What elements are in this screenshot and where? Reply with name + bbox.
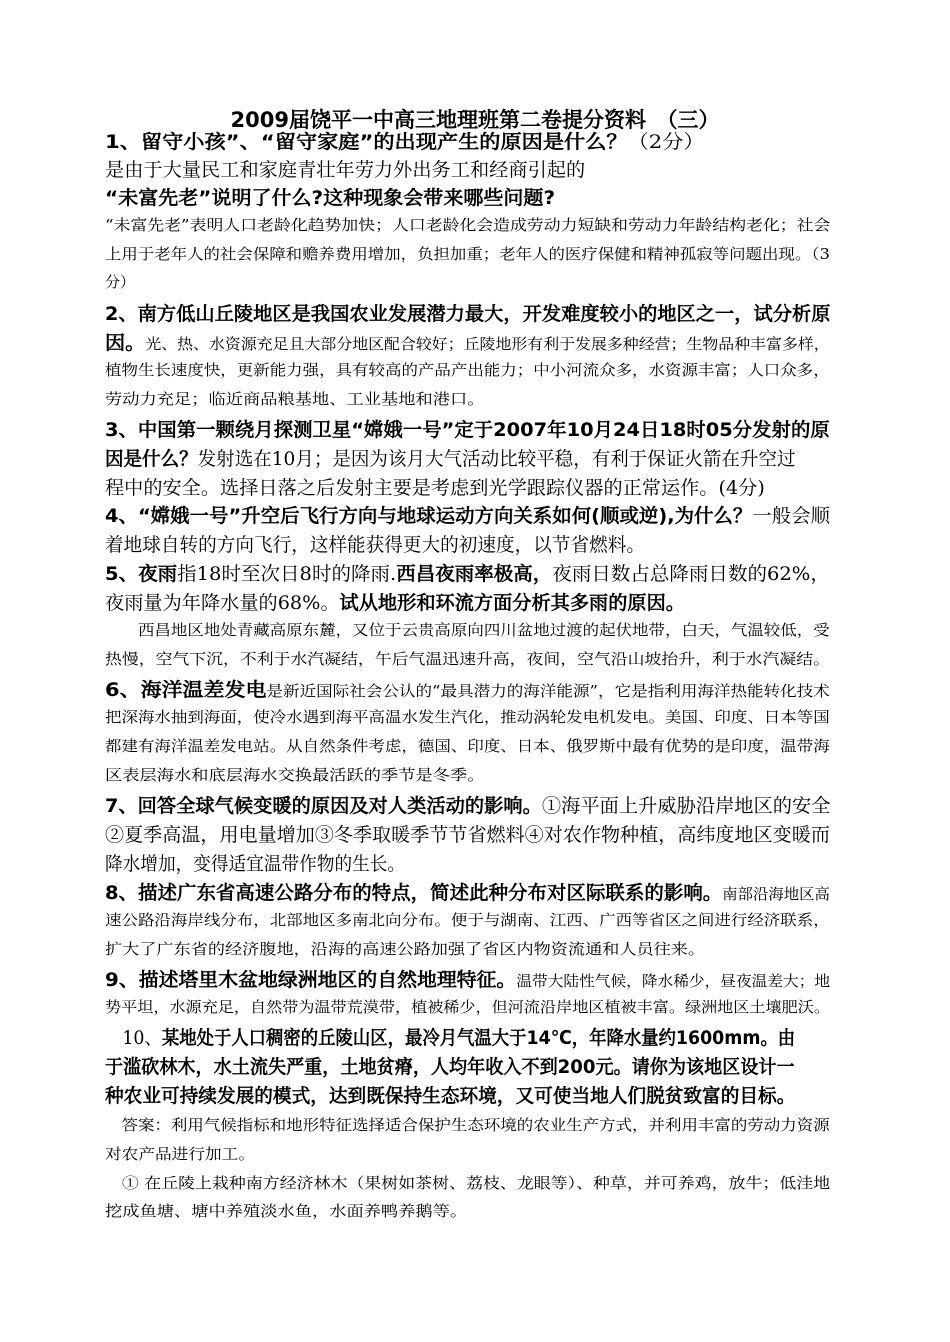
bold-text: 8、描述广东省高速公路分布的特点，简述此种分布对区际联系的影响。 [105,882,723,904]
body-text: 夜雨日数占总降雨日数的62%， [552,563,830,585]
body-text: 把深海水抽到海面，使冷水遇到海平高温水发生汽化，推动涡轮发电机发电。美国、印度、日本等国 [105,708,830,726]
body-text: 挖成鱼塘、塘中养殖淡水鱼，水面养鸭养鹅等。 [105,1202,468,1220]
text-line [105,768,485,783]
bold-text: 西昌夜雨率极高， [396,563,553,585]
bold-text: 5、夜雨 [105,563,178,585]
text-line [105,305,831,324]
text-line [105,942,705,957]
page-title: 2009届饶平一中高三地理班第二卷提分资料 （三） [230,108,720,132]
body-text: 10、 [105,1027,162,1049]
text-line [105,739,830,754]
body-text: 南部沿海地区高 [722,885,830,903]
text-line [105,913,830,928]
bold-text: 7、回答全球气候变暖的原因及对人类活动的影响。 [105,795,542,817]
text-line [105,971,830,990]
text-line [105,855,405,874]
bold-text: 6、海洋温差发电 [105,679,267,701]
text-line [105,1147,255,1162]
text-line [105,797,831,816]
text-line [105,1000,830,1015]
body-text: 指18时至次日8时的降雨. [177,563,397,585]
text-line [105,826,830,845]
body-text: 是新近国际社会公认的“最具潜力的海洋能源”，它是指利用海洋热能转化技术 [266,682,830,700]
text-line [105,623,830,638]
bold-text: 因是什么？ [105,448,198,470]
text-line [105,1118,830,1133]
text-line [105,1087,795,1106]
body-text: 光、热、水资源充足且大部分地区配合较好；丘陵地形有利于发展多种经营；生物品种丰富多样， [145,335,830,353]
text-line [105,536,645,555]
text-line [105,1058,795,1077]
body-text: 热慢，空气下沉，不利于水汽凝结，午后气温迅速升高，夜间，空气沿山坡抬升，利于水汽凝结。 [105,650,830,668]
text-line [105,594,685,613]
text-line [105,1029,795,1048]
body-text: 降水增加，变得适宜温带作物的生长。 [105,853,406,875]
text-line [105,334,830,353]
text-line [105,189,555,208]
body-text: 程中的安全。选择日落之后发射主要是考虑到光学跟踪仪器的正常运作。(4分) [105,477,765,499]
body-text: 速公路沿海岸线分布，北部地区多南北向分布。便于与湖南、江西、广西等省区之间进行经济联系， [105,911,830,929]
bold-text: 9、描述塔里木盆地绿洲地区的自然地理特征。 [105,969,517,991]
text-line [105,133,705,152]
text-line [105,218,830,233]
body-text: 发射选在10月；是因为该月大气活动比较平稳，有利于保证火箭在升空过 [197,448,796,470]
bold-text: 某地处于人口稠密的丘陵山区，最冷月气温大于14℃，年降水量约1600mm。由 [161,1027,796,1049]
text-line [105,507,830,526]
text-line [105,652,830,667]
body-text: 答案：利用气候指标和地形特征选择适合保护生态环境的农业生产方式，并利用丰富的劳动力资源 [105,1116,830,1134]
body-text: 西昌地区地处青藏高原东麓，又位于云贵高原向四川盆地过渡的起伏地带，白天，气温较低，受 [105,621,830,639]
text-line [105,1176,830,1191]
body-text: 势平坦，水源充足，自然带为温带荒漠带，植被稀少，但河流沿岸地区植被丰富。绿洲地区土壤肥沃。 [105,998,830,1016]
text-line [105,1204,467,1219]
body-text: 一般会顺 [752,505,831,527]
bold-text: 2、南方低山丘陵地区是我国农业发展潜力最大，开发难度较小的地区之一，试分析原 [105,303,831,325]
text-line [105,479,765,498]
body-text: 对农产品进行加工。 [105,1145,256,1163]
body-text: “未富先老”表明人口老龄化趋势加快；人口老龄化会造成劳动力短缺和劳动力年龄结构老化；社会 [105,216,831,234]
body-text: ① 在丘陵上栽种南方经济林木（果树如茶树、荔枝、龙眼等）、种草，并可养鸡，放牛；低洼地 [105,1174,831,1192]
bold-text: 1、留守小孩”、“留守家庭”的出现产生的原因是什么？ [105,131,628,153]
bold-text: 于滥砍林木，水土流失严重，土地贫瘠，人均年收入不到200元。请你为该地区设计一 [105,1056,795,1078]
text-line [105,363,830,378]
text-line [105,450,795,469]
text-line [105,421,830,440]
text-line [105,565,830,584]
body-text: ①海平面上升威胁沿岸地区的安全 [541,795,831,817]
body-text: 劳动力充足；临近商品粮基地、工业基地和港口。 [105,390,485,408]
text-line [105,247,830,262]
body-text: 温带大陆性气候，降水稀少，昼夜温差大；地 [516,972,831,990]
body-text: 上用于老年人的社会保障和赡养费用增加，负担加重；老年人的医疗保健和精神孤寂等问题出现。（3 [105,245,830,263]
text-line [105,884,830,903]
body-text: 植物生长速度快，更新能力强，具有较高的产品产出能力；中小河流众多，水资源丰富；人口众多， [105,361,830,379]
bold-text: 3、中国第一颗绕月探测卫星“嫦娥一号”定于2007年10月24日18时05分发射的原 [105,419,830,441]
body-text: 夜雨量为年降水量的68%。 [105,592,340,614]
body-text: 着地球自转的方向飞行，这样能获得更大的初速度，以节省燃料。 [105,534,645,556]
body-text: （2分） [627,131,705,153]
body-text: 区表层海水和底层海水交换最活跃的季节是冬季。 [105,766,485,784]
body-text: 扩大了广东省的经济腹地，沿海的高速公路加强了省区内物资流通和人员往来。 [105,940,706,958]
text-line [105,710,830,725]
bold-text: 因。 [105,332,146,354]
bold-text: “未富先老”说明了什么?这种现象会带来哪些问题? [105,187,556,209]
bold-text: 4、“嫦娥一号”升空后飞行方向与地球运动方向关系如何(顺或逆),为什么？ [105,505,753,527]
text-line [105,161,585,180]
body-text: 都建有海洋温差发电站。从自然条件考虑，德国、印度、日本、俄罗斯中最有优势的是印度，温带海 [105,737,830,755]
text-line [105,275,135,290]
body-text: 是由于大量民工和家庭青壮年劳力外出务工和经商引起的 [105,159,586,181]
bold-text: 试从地形和环流方面分析其多雨的原因。 [339,592,685,614]
bold-text: 种农业可持续发展的模式，达到既保持生态环境，又可使当地人们脱贫致富的目标。 [105,1085,796,1107]
text-line [105,681,830,700]
body-text: ②夏季高温，用电量增加③冬季取暖季节节省燃料④对农作物种植，高纬度地区变暖而 [105,824,830,846]
body-text: 分） [105,273,136,291]
text-line [105,392,485,407]
